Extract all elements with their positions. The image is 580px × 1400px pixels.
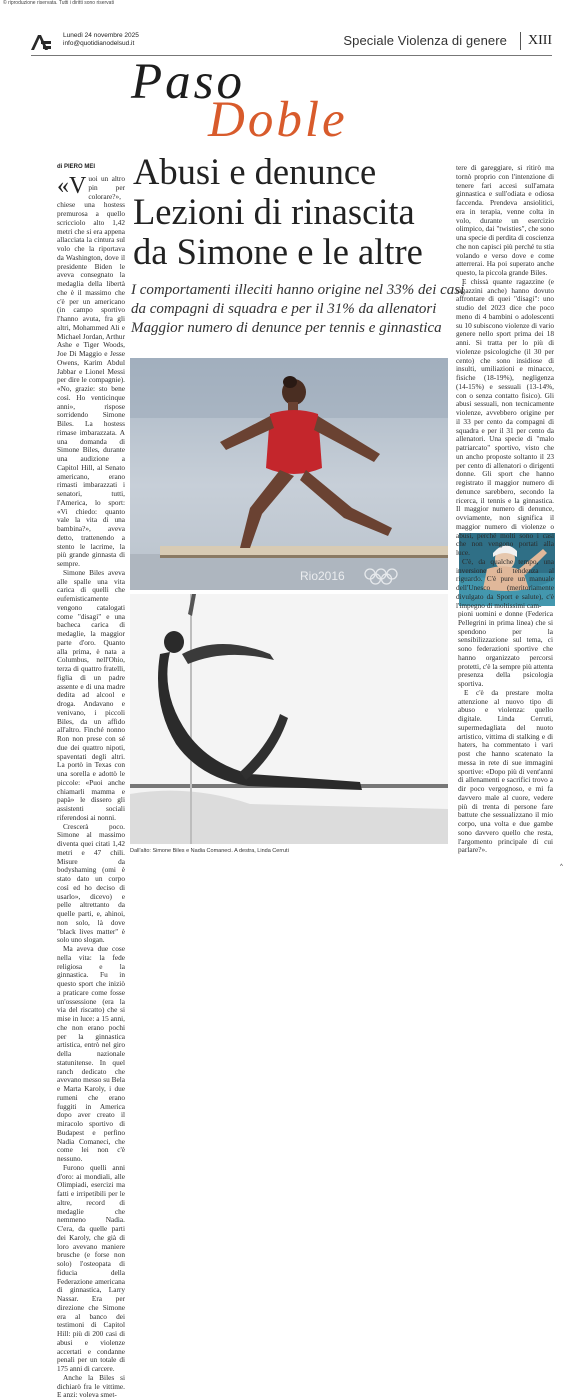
article-paragraph: Anche la Biles si dichiarò fra le vittime. E anzi: voleva smet-: [57, 1372, 125, 1400]
subhead-line-3: Maggior numero di denunce per tennis e ginnastica: [131, 320, 442, 336]
headline: [133, 152, 433, 272]
copyright-notice: © riproduzione riservata. Tutti i diritti sono riservati: [3, 0, 114, 6]
byline: di PIERO MEI: [57, 164, 96, 170]
article-paragraph: E chissà quante ragazzine (e ragazzini anche) hanno dovuto affrontare di quei "disagi": uno studio del 2023 dice che poco meno di 4 bambini o adolescenti su 10 subiscono violenze di vario genere nello sport prima dei 18 anni. Si tratta per lo più di violenze psicologiche (il 30 per cento) che sono insidiose di insulti, umiliazioni e minacce, fisiche (18-19%), negligenza (14-15%) e sessuali (13-14%, con o senza contatto fisico). Gli abusi sessuali, non tecnicamente violenze, avvebbero origine per il 33 per cento da compagni di squadra e per il 31 per cento da allenatori. Una specie di "malo patriarcato" sportivo, visto che un ancho proposte soltanto il 23 per cento di allenatori o dirigenti donne. Gli sport che hanno registrato il maggior numero di denunce sarebbero, secondo la ricerca, il tennis e la ginnastica. Il maggior numero di denunce, ovviamente, non significa il maggior numero di violenze o abusi, perché molti sono i casi che non vengono portati alla luce.: [456, 276, 554, 557]
article-paragraph: uoi un altro pin per colorare?», chiese una hostess premurosa a quello scricciolo alto 1,42 metri che si era appena allacciata la cintura sul volo che la riportava da Washington, dove il presidente Biden le aveva consegnato la medaglia della libertà che è il massimo che c'è per un americano (in campo sportivo l'hanno avuta, fra gli altri, Mohammed Ali e Michael Jordan, Arthur Ashe e Tiger Woods, Joe Di Maggio e Jesse Owens, Karim Abdul Jabbar e Lionel Messi per dire le compagnie). «No, grazie: sto bene così. Ho venticinque anni», rispose sorridendo Simone Biles. La hostess rimase imbarazzata. A una domanda di Simone Biles, durante una audizione a Capitol Hill, al Senato americano, erano rimasti imbarazzati i senatori, tutti, l'America, lo sport: «Vi chiedo: quanto vale la vita di una bambina?», aveva detto, trattenendo a stento le lacrime, la più grande ginnasta di sempre.: [57, 174, 125, 568]
article-column-4: [456, 163, 554, 610]
dateline: [63, 32, 139, 48]
photo-simone-biles: [130, 358, 448, 590]
headline-line-1: Abusi e denunce: [133, 151, 377, 192]
article-paragraph: E c'è da prestare molta attenzione al nuovo tipo di abuso e violenza: quello digitale. Linda Cerruti, supermedagliata del nuoto artistico, vittima di stalking e di haters, ha commentato i vari post che hanno scatenato la messa in rete di sue immagini sportive: «Dopo più di vent'anni di allenamenti e sacrifici trovo a dir poco vergognoso, e mi fa davvero male al cuore, vedere più di trenta di persone fare battute che sessualizzano il mio corpo, una volta e due gambe sono davvero quello che resta, l'argomento principale di cui parlare?».: [458, 687, 553, 855]
article-paragraph: Simone Biles aveva alle spalle una vita carica di quelli che eufemisticamente vengono catalogati come "disagi" e una bacheca carica di medaglie, la maggior parte d'oro. Quanto alla prima, è nata a Columbus, nell'Ohio, terza di quattro fratelli, figlia di un padre assente e di una madre dedita ad alcool e droga. Andavano e venivano, i piccoli Biles, da un affido all'altro. Finché nonno Ron non prese con sé due dei quattro nipoti, spaventati degli altri. La portò in Texas con una sorella e adottò le piccole: «Puoi anche chiamarli mamma e papà» le dissero gli assistenti sociali riferendosi ai nonni.: [57, 567, 125, 822]
subhead-line-2: da compagni di squadra e per il 31% da allenatori: [131, 301, 437, 317]
page-number: XIII: [528, 33, 553, 48]
article-paragraph: C'è, da qualche tempo, una inversione di tendenza al riguardo. C'è pure un manuale dell'Unesco (meritoriamente divulgato da Sport e salute), c'è l'impegno di moltissimi cam-: [456, 556, 554, 610]
issue-date: Lunedì 24 novembre 2025: [63, 32, 139, 39]
subhead-line-1: I comportamenti illeciti hanno origine nel 33% dei casi: [131, 282, 465, 298]
article-paragraph: tere di gareggiare, si ritirò ma tornò proprio con l'intenzione di tenere fari accesi sull'amata ginnastica e sull'odiata e odiosa faccenda. Prendeva ansiolitici, era in terapia, venne colta in volo, durante un esercizio olimpico, dai "twisties", che sono una specie di perdita di coscienza che non capisci più perché tu stia volando e verso dove e come atterrerai. Ha poi superato anche questo, la piccola grande Biles.: [456, 163, 554, 277]
subheadline: [131, 281, 465, 338]
contact-email: info@quotidianodelsud.it: [63, 40, 135, 47]
newspaper-logo-icon: [30, 33, 52, 51]
headline-line-3: da Simone e le altre: [133, 231, 423, 272]
article-paragraph: Furono quelli anni d'oro: ai mondiali, alle Olimpiadi, esercizi ma fatti e irripetibili per le altre, record di medaglie che nemmeno Nadia. C'era, da quelle parti dei Karoly, che già di loro avevano maniere brusche (e forse non solo) l'osteopata di fiducia della Federazione americana di ginnastica, Larry Nassar. Era per direzione che Simone era al banco dei testimoni di Capitol Hill: più di 200 casi di abusi e violenze accertati e condanne penali per un totale di 175 anni di carcere.: [57, 1162, 125, 1373]
article-paragraph: Crescerà poco. Simone al massimo diventa quei citati 1,42 metri e 47 chili. Misure da bodyshaming (omi è stato dato un corpo così ed ho deciso di usarlo», dicevo) e pelle altrettanto da quelle parti, e, ahinoi, non solo, là dove "black lives matter" è solo uno slogan.: [57, 821, 125, 945]
section-title: Speciale Violenza di genere: [343, 33, 507, 48]
headline-line-2: Lezioni di rinascita: [133, 191, 415, 232]
drop-cap: «V: [57, 173, 87, 199]
photo-caption: Dall'alto: Simone Biles e Nadia Comaneci. A destra, Linda Cerruti: [130, 848, 289, 854]
kicker-paso: Paso: [131, 54, 245, 110]
photo-watermark: Rio2016: [300, 569, 345, 583]
article-column-1: [57, 173, 125, 1400]
article-paragraph: pioni uomini e donne (Federica Pellegrini in prima linea) che si spendono per la sensibilizzazione sul tema, ci sono federazioni sportive che hanno organizzato percorsi protetti, c'è la sempre più attenta presenza della psicologia sportiva.: [458, 609, 553, 688]
article-paragraph: Ma aveva due cose nella vita: la fede religiosa e la ginnastica. Fu in questo sport che iniziò a praticare come fosse un'ossessione (era la via del riscatto) che si mise in luce: a 15 anni, che non erano pochi per la ginnastica artistica, entrò nel giro della nazionale statunitense. In quel ranch dedicato che avevano messo su Bela e Marta Karoly, i due rumeni che erano fuggiti in America dopo aver creato il miracolo sportivo di Budapest e perfino Nadia Comaneci, che come lei non c'è nessuno.: [57, 944, 125, 1163]
photo-nadia-comaneci: [130, 594, 448, 844]
header-divider: [520, 32, 521, 50]
kicker-doble: Doble: [208, 92, 348, 148]
footer-mark: ^: [560, 864, 563, 870]
header-rule: [31, 55, 552, 56]
article-column-4-continued: [458, 610, 553, 870]
